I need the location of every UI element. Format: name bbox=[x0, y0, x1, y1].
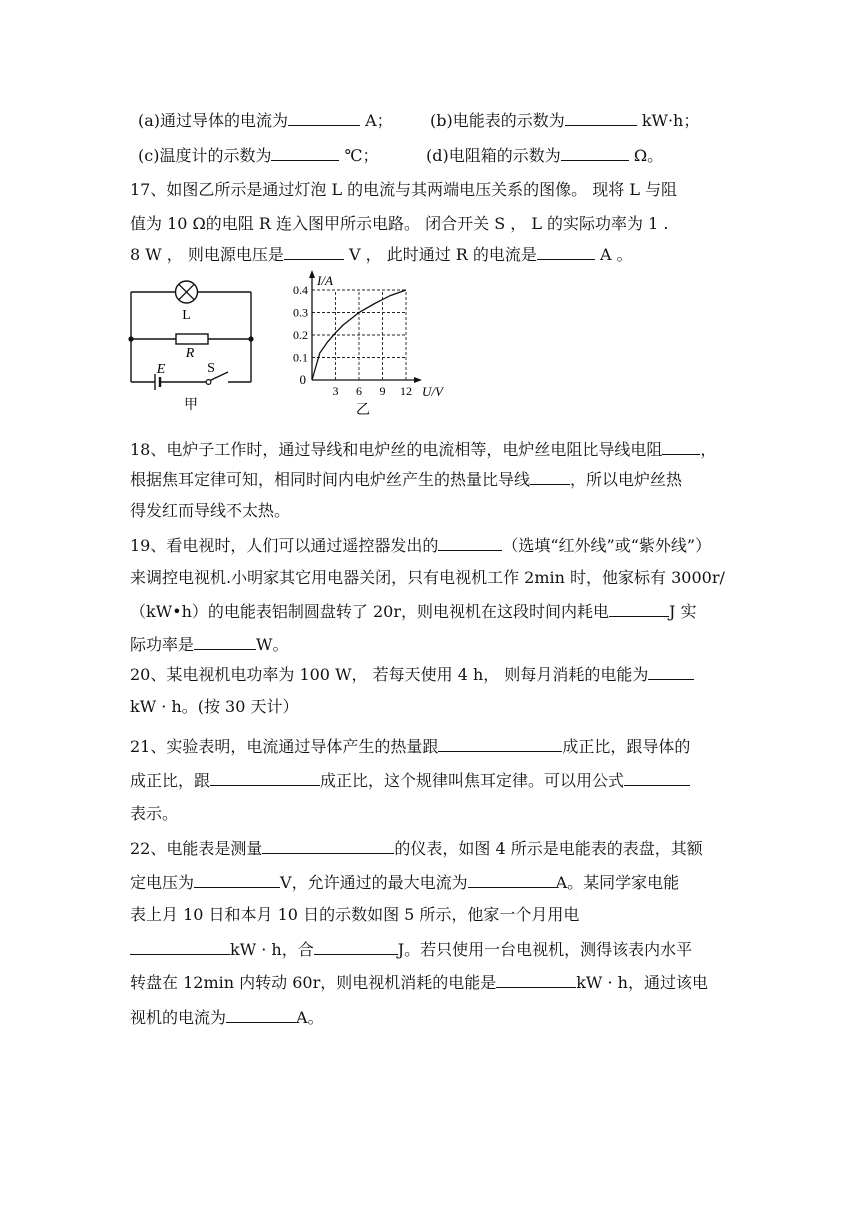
blank[interactable] bbox=[648, 664, 694, 680]
blank[interactable] bbox=[662, 439, 700, 455]
lamp-label: L bbox=[182, 308, 191, 323]
iv-graph bbox=[286, 268, 456, 418]
junction-dot bbox=[248, 336, 253, 341]
x-axis-label: U/V bbox=[422, 384, 443, 399]
q21-text: 成正比，跟 bbox=[130, 771, 211, 790]
q19-line-2: 来调控电视机.小明家其它用电器关闭，只有电视机工作 2min 时，他家标有 3000r/ bbox=[130, 568, 725, 587]
q21-text: 21、实验表明，电流通过导体产生的热量跟 bbox=[130, 737, 439, 756]
y-tick-labels bbox=[293, 283, 308, 365]
q22-text: 的仪表，如图 4 所示是电能表的表盘，其额 bbox=[394, 839, 703, 858]
q22-line-4 bbox=[130, 939, 692, 961]
q19-line-1 bbox=[130, 535, 711, 557]
q22-text: 转盘在 12min 内转动 60r，则电视机消耗的电能是 bbox=[130, 973, 497, 992]
q18-text: 18、电炉子工作时，通过导线和电炉丝的电流相等，电炉丝电阻比导线电阻 bbox=[130, 440, 663, 459]
graph-grid bbox=[312, 290, 406, 380]
item-a-text: (a)通过导体的电流为 bbox=[138, 111, 289, 130]
switch-label: S bbox=[207, 361, 215, 376]
item-d bbox=[426, 145, 663, 167]
q20-text: 20、某电视机电功率为 100 W， 若每天使用 4 h， 则每月消耗的电能为 bbox=[130, 665, 649, 684]
q17-text: A 。 bbox=[594, 245, 633, 264]
q22-text: A。 bbox=[296, 1008, 324, 1027]
q19-text: 际功率是 bbox=[130, 635, 195, 654]
y-axis-arrow bbox=[309, 270, 315, 278]
q22-text: V，允许通过的最大电流为 bbox=[280, 873, 468, 892]
x-tick-labels bbox=[333, 384, 413, 398]
x-tick-label: 3 bbox=[332, 384, 339, 398]
q22-text: 定电压为 bbox=[130, 873, 195, 892]
blank[interactable] bbox=[609, 601, 669, 617]
blank[interactable] bbox=[438, 535, 502, 551]
item-b-unit: kW·h； bbox=[636, 111, 700, 130]
q19-text: （kW•h）的电能表铝制圆盘转了 20r，则电视机在这段时间内耗电 bbox=[130, 602, 609, 621]
blank[interactable] bbox=[210, 770, 320, 786]
blank[interactable] bbox=[438, 736, 562, 752]
q18-line-3: 得发红而导线不太热。 bbox=[130, 501, 291, 520]
item-c-unit: ℃； bbox=[339, 146, 379, 165]
source-label: E bbox=[156, 362, 166, 377]
resistor-symbol bbox=[176, 334, 208, 344]
q19-line-4 bbox=[130, 634, 288, 656]
q19-text: 19、看电视时，人们可以通过遥控器发出的 bbox=[130, 536, 439, 555]
q18-text: ，所以电炉丝热 bbox=[570, 470, 683, 489]
blank[interactable] bbox=[561, 145, 629, 161]
q18-text: 根据焦耳定律可知，相同时间内电炉丝产生的热量比导线 bbox=[130, 470, 531, 489]
blank[interactable] bbox=[565, 110, 637, 126]
blank[interactable] bbox=[468, 872, 556, 888]
q22-line-2 bbox=[130, 872, 679, 894]
q17-line-2: 值为 10 Ω的电阻 R 连入图甲所示电路。 闭合开关 S ， L 的实际功率为 1 . bbox=[130, 214, 669, 233]
blank[interactable] bbox=[496, 972, 576, 988]
item-c bbox=[138, 145, 378, 167]
y-tick-label: 0.1 bbox=[293, 350, 308, 365]
q17-line-3 bbox=[130, 244, 633, 266]
item-a bbox=[138, 110, 393, 132]
item-a-unit: A； bbox=[360, 111, 393, 130]
blank[interactable] bbox=[624, 770, 690, 786]
blank[interactable] bbox=[284, 244, 344, 260]
lamp-symbol bbox=[176, 281, 198, 303]
q17-text: 8 W ， 则电源电压是 bbox=[130, 245, 284, 264]
figure-caption-yi: 乙 bbox=[356, 403, 370, 418]
q22-line-5 bbox=[130, 972, 708, 994]
q20-line-2: kW · h。(按 30 天计） bbox=[130, 697, 299, 716]
blank[interactable] bbox=[130, 939, 230, 955]
junction-dot bbox=[128, 336, 133, 341]
q19-line-3 bbox=[130, 601, 697, 623]
blank[interactable] bbox=[271, 145, 339, 161]
blank[interactable] bbox=[194, 872, 280, 888]
circuit-diagram bbox=[120, 276, 270, 414]
q21-text: 成正比，跟导体的 bbox=[562, 737, 691, 756]
q18-line-2 bbox=[130, 469, 682, 491]
x-tick-label: 6 bbox=[356, 384, 362, 398]
x-tick-label: 12 bbox=[400, 384, 412, 398]
item-b-text: (b)电能表的示数为 bbox=[430, 111, 565, 130]
figure-caption-jia: 甲 bbox=[184, 398, 198, 413]
q22-text: kW · h，合 bbox=[230, 940, 314, 959]
q19-text: W。 bbox=[256, 635, 289, 654]
q22-text: A。某同学家电能 bbox=[555, 873, 680, 892]
x-tick-label: 9 bbox=[379, 384, 386, 398]
item-d-text: (d)电阻箱的示数为 bbox=[426, 146, 561, 165]
q18-line-1 bbox=[130, 439, 716, 461]
y-axis-label: I/A bbox=[317, 273, 333, 288]
origin-label: 0 bbox=[299, 372, 306, 387]
item-b bbox=[430, 110, 699, 132]
q22-text: J。若只使用一台电视机，测得该表内水平 bbox=[397, 940, 693, 959]
y-tick-label: 0.2 bbox=[293, 328, 308, 342]
blank[interactable] bbox=[530, 469, 570, 485]
q22-line-3: 表上月 10 日和本月 10 日的示数如图 5 所示，他家一个月用电 bbox=[130, 905, 580, 924]
item-d-unit: Ω。 bbox=[628, 146, 664, 165]
q22-line-6 bbox=[130, 1007, 324, 1029]
blank[interactable] bbox=[537, 244, 595, 260]
blank[interactable] bbox=[314, 939, 398, 955]
q21-text: 成正比，这个规律叫焦耳定律。可以用公式 bbox=[320, 771, 625, 790]
q21-line-3: 表示。 bbox=[130, 804, 179, 823]
blank[interactable] bbox=[194, 634, 256, 650]
resistor-label: R bbox=[185, 346, 195, 361]
item-c-text: (c)温度计的示数为 bbox=[138, 146, 272, 165]
q22-text: 视机的电流为 bbox=[130, 1008, 227, 1027]
q22-line-1 bbox=[130, 838, 703, 860]
q19-text: J 实 bbox=[668, 602, 697, 621]
q17-text: V ， 此时通过 R 的电流是 bbox=[343, 245, 537, 264]
q18-text: ， bbox=[700, 440, 717, 459]
blank[interactable] bbox=[288, 110, 360, 126]
q20-line-1 bbox=[130, 664, 694, 686]
x-axis-arrow bbox=[414, 377, 422, 383]
y-tick-label: 0.3 bbox=[293, 305, 308, 320]
q21-line-2 bbox=[130, 770, 690, 792]
y-tick-label: 0.4 bbox=[293, 283, 308, 297]
q21-line-1 bbox=[130, 736, 690, 758]
q19-text: （选填“红外线”或“紫外线”） bbox=[502, 536, 712, 555]
q22-text: kW · h，通过该电 bbox=[576, 973, 708, 992]
q22-text: 22、电能表是测量 bbox=[130, 839, 263, 858]
blank[interactable] bbox=[226, 1007, 296, 1023]
blank[interactable] bbox=[262, 838, 394, 854]
q17-line-1: 17、如图乙所示是通过灯泡 L 的电流与其两端电压关系的图像。 现将 L 与阻 bbox=[130, 180, 678, 199]
